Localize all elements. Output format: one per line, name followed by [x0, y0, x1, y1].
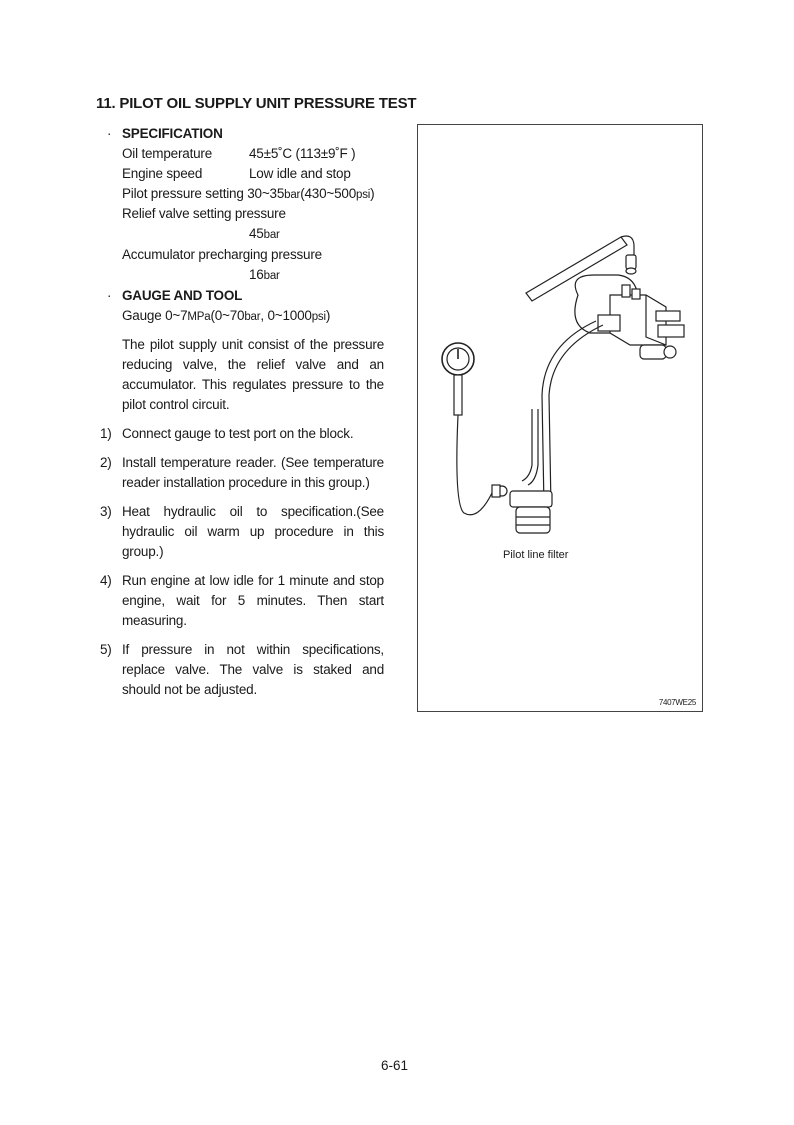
bullet: ·: [107, 288, 112, 303]
value-unit: bar: [263, 229, 280, 241]
text-column: [100, 124, 384, 700]
pilot-supply-unit-illustration: [418, 125, 704, 713]
spec-relief-value: [104, 224, 384, 245]
spec-accumulator-label: Accumulator precharging pressure: [122, 247, 322, 262]
gauge-text: [104, 306, 384, 327]
gauge-unit: bar: [244, 311, 261, 323]
step-text: Install temperature reader. (See temperature reader installation procedure in this group.): [122, 455, 384, 490]
spec-label: Engine speed: [122, 166, 203, 181]
figure-frame: [417, 124, 703, 712]
specification-heading: [104, 124, 384, 144]
step-text: Run engine at low idle for 1 minute and stop engine, wait for 5 minutes. Then start measuring.: [122, 573, 384, 628]
step-number: 1): [100, 426, 112, 441]
gauge-part: ): [325, 308, 331, 323]
bullet: ·: [107, 126, 112, 141]
gauge-unit: MPa: [187, 311, 211, 323]
step-item: [100, 424, 384, 444]
value-unit: bar: [284, 189, 301, 201]
page-title: 11. PILOT OIL SUPPLY UNIT PRESSURE TEST: [96, 95, 417, 112]
step-number: 5): [100, 642, 112, 657]
value-close: ): [370, 186, 375, 201]
spec-row-engine-speed: [104, 164, 384, 184]
spec-value: Low idle and stop: [249, 166, 351, 181]
step-number: 3): [100, 504, 112, 519]
gauge-heading-text: GAUGE AND TOOL: [122, 288, 243, 303]
step-item: [100, 502, 384, 562]
step-text: Connect gauge to test port on the block.: [122, 426, 354, 441]
step-text: If pressure in not within specifications, replace valve. The valve is staked and should not be adjusted.: [122, 642, 384, 697]
spec-row-pilot-pressure: [104, 184, 384, 204]
figure-caption: Pilot line filter: [503, 549, 569, 561]
gauge-part: Gauge 0~7: [122, 308, 188, 323]
step-text: Heat hydraulic oil to specification.(See hydraulic oil warm up procedure in this group.): [122, 504, 384, 559]
step-item: [100, 571, 384, 631]
spec-label: Pilot pressure setting: [122, 186, 244, 201]
value-unit: bar: [263, 270, 280, 282]
gauge-part: (0~70: [210, 308, 245, 323]
gauge-unit: psi: [311, 311, 326, 323]
figure-code: 7407WE25: [658, 698, 696, 707]
step-item: [100, 640, 384, 700]
step-number: 4): [100, 573, 112, 588]
page-number: 6-61: [381, 1058, 409, 1073]
description-paragraph: The pilot supply unit consist of the pressure reducing valve, the relief valve and an accumulator. This regulates pressure to the pilot control circuit.: [122, 337, 384, 412]
value-number: 30~35: [247, 186, 285, 201]
spec-relief-label: Relief valve setting pressure: [122, 206, 286, 221]
spec-value: 45±5˚C (113±9˚F ): [249, 146, 356, 161]
specification-heading-text: SPECIFICATION: [122, 126, 223, 141]
gauge-part: , 0~1000: [260, 308, 312, 323]
value-unit: psi: [356, 189, 371, 201]
spec-accumulator-value: [104, 265, 384, 286]
step-number: 2): [100, 455, 112, 470]
spec-row-oil-temperature: [104, 144, 384, 164]
gauge-heading: [104, 286, 384, 306]
value-number: 16: [249, 267, 264, 282]
value-number: (430~500: [300, 186, 357, 201]
spec-label: Oil temperature: [122, 146, 213, 161]
spec-value: [247, 184, 374, 205]
value-number: 45: [249, 226, 264, 241]
step-item: [100, 453, 384, 493]
